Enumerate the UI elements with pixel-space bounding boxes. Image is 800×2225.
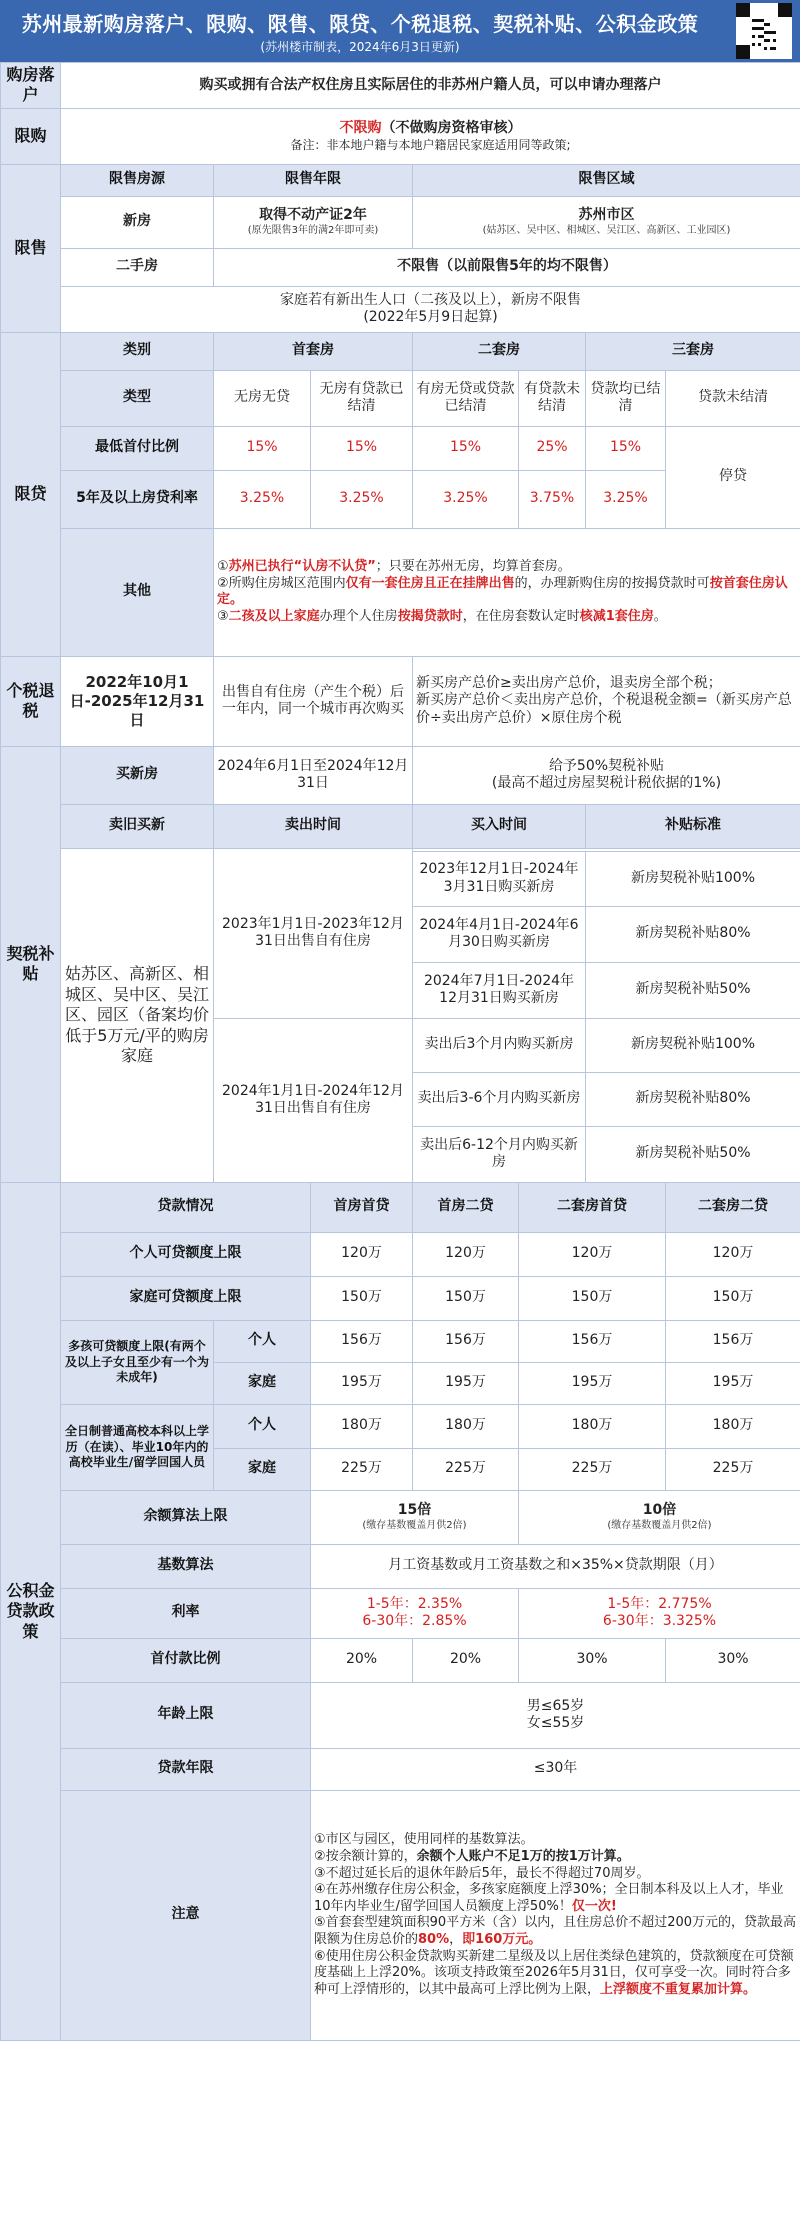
xianshou-extra2: (2022年5月9日起算) bbox=[363, 309, 498, 326]
gjj-note-5a: ⑤首套套型建筑面积90平方米（含）以内，且住房总价不超过200万元的，贷款最高限额为住房总价的 bbox=[314, 1915, 797, 1948]
xiandai-down: 15% bbox=[586, 426, 666, 470]
xiandai-row-other: 其他 bbox=[61, 528, 214, 656]
xianshou-second-label: 二手房 bbox=[61, 248, 214, 286]
xiandai-kind: 有房无贷或贷款已结清 bbox=[413, 370, 519, 426]
page-title: 苏州最新购房落户、限购、限售、限贷、个税退税、契税补贴、公积金政策 bbox=[21, 12, 699, 36]
gjj-value: 195万 bbox=[413, 1362, 519, 1404]
xiandai-row-down: 最低首付比例 bbox=[61, 426, 214, 470]
qr-module bbox=[764, 47, 767, 50]
gjj-balance-1-val: 15倍 bbox=[397, 1502, 432, 1519]
gjj-row-rate: 利率 bbox=[61, 1588, 311, 1638]
xianshou-second-text: 不限售（以前限售5年的均不限售） bbox=[214, 248, 800, 286]
note-text: 。 bbox=[653, 609, 667, 625]
xiandai-col-type: 类别 bbox=[61, 332, 214, 370]
qishui-buy-period: 2024年4月1日-2024年6月30日购买新房 bbox=[413, 906, 586, 962]
gjj-age-f: 女≤55岁 bbox=[526, 1715, 585, 1732]
qr-finder bbox=[778, 3, 792, 17]
tuishui-rules bbox=[413, 656, 800, 746]
gjj-sub-family: 家庭 bbox=[214, 1362, 311, 1404]
gjj-rate-2b: 6-30年：3.325% bbox=[602, 1613, 717, 1630]
tuishui-cond: 出售自有住房（产生个税）后一年内，同一个城市再次购买 bbox=[214, 656, 413, 746]
gjj-note-6a: ⑥使用住房公积金贷款购买新建二星级及以上居住类绿色建筑的，贷款额度在可贷额度基础上上浮20%。该项支持政策至2026年5月31日，仅可享受一次。同时符合多种可上浮情形的，以其中最高可上浮比例为上限， bbox=[314, 1948, 794, 1997]
qr-module bbox=[758, 27, 761, 30]
gjj-value: 180万 bbox=[413, 1404, 519, 1448]
qishui-sell-old: 卖旧买新 bbox=[61, 804, 214, 848]
qishui-sell-period: 2024年1月1日-2024年12月31日出售自有住房 bbox=[214, 1018, 413, 1182]
note-highlight: 二孩及以上家庭 bbox=[228, 609, 320, 625]
tuishui-period: 2022年10月1日-2025年12月31日 bbox=[61, 656, 214, 746]
qishui-buy-new: 买新房 bbox=[61, 746, 214, 804]
qishui-std: 新房契税补贴50% bbox=[586, 1126, 800, 1182]
gjj-note-3: ③不超过延长后的退休年龄后5年，最长不得超过70周岁。 bbox=[314, 1865, 650, 1881]
xiandai-kind: 无房有贷款已结清 bbox=[311, 370, 413, 426]
gjj-balance-2 bbox=[519, 1490, 800, 1544]
gjj-note-2b: 余额个人账户不足1万的按1万计算。 bbox=[416, 1848, 630, 1864]
qishui-buy-sub-note: (最高不超过房屋契税计税依据的1%) bbox=[491, 775, 722, 792]
gjj-value: 156万 bbox=[519, 1320, 666, 1362]
qr-module bbox=[761, 19, 764, 22]
section-label-xiangou: 限购 bbox=[1, 108, 61, 164]
qr-module bbox=[761, 35, 764, 38]
gjj-value: 150万 bbox=[311, 1276, 413, 1320]
xiangou-main-rest: （不做购房资格审核） bbox=[381, 119, 522, 136]
gjj-value: 120万 bbox=[311, 1232, 413, 1276]
qr-finder bbox=[736, 45, 750, 59]
gjj-value: 225万 bbox=[413, 1448, 519, 1490]
xiandai-rate: 3.25% bbox=[586, 470, 666, 528]
xianshou-h1: 限售房源 bbox=[61, 164, 214, 196]
tuishui-rule2: 新买房产总价＜卖出房产总价，个税退税金额=（新买房产总价÷卖出房产总价）×原住房个税 bbox=[416, 692, 792, 727]
qishui-col-std: 补贴标准 bbox=[586, 804, 800, 848]
xiandai-kind: 无房无贷 bbox=[214, 370, 311, 426]
gjj-row-age: 年龄上限 bbox=[61, 1682, 311, 1748]
qr-module bbox=[752, 43, 755, 46]
gjj-note-4a: ④在苏州缴存住房公积金，多孩家庭额度上浮30%；全日制本科及以上人才，毕业10年内毕业生/留学回国人员额度上浮50%！ bbox=[314, 1882, 784, 1914]
gjj-value: 156万 bbox=[413, 1320, 519, 1362]
qishui-buy-period: 卖出后3个月内购买新房 bbox=[413, 1018, 586, 1072]
gjj-value: 195万 bbox=[519, 1362, 666, 1404]
gjj-age bbox=[311, 1682, 800, 1748]
gjj-sub-family: 家庭 bbox=[214, 1448, 311, 1490]
gjj-col: 二套房二贷 bbox=[666, 1182, 800, 1232]
qr-module bbox=[752, 19, 755, 22]
note-highlight: 按揭贷款时 bbox=[397, 609, 463, 625]
gjj-value: 120万 bbox=[666, 1232, 800, 1276]
qishui-buy-period: 2023年12月1日-2024年3月31日购买新房 bbox=[413, 851, 586, 906]
gjj-note-5d: 即160万元。 bbox=[462, 1932, 542, 1948]
gjj-col: 二套房首贷 bbox=[519, 1182, 666, 1232]
note-text: 的，办理新购住房的按揭贷款时可 bbox=[514, 575, 710, 591]
section-label-tuishui: 个税退税 bbox=[1, 656, 61, 746]
xiandai-rate: 3.25% bbox=[413, 470, 519, 528]
gjj-down: 30% bbox=[519, 1638, 666, 1682]
qr-module bbox=[773, 39, 776, 42]
gjj-sub-person: 个人 bbox=[214, 1404, 311, 1448]
note-highlight: 苏州已执行“认房不认贷” bbox=[228, 559, 376, 575]
gjj-value: 150万 bbox=[519, 1276, 666, 1320]
gjj-base-text: 月工资基数或月工资基数之和×35%×贷款期限（月） bbox=[311, 1544, 800, 1588]
section-label-xiandai: 限贷 bbox=[1, 332, 61, 656]
gjj-row-base: 基数算法 bbox=[61, 1544, 311, 1588]
gjj-row-family: 家庭可贷额度上限 bbox=[61, 1276, 311, 1320]
gjj-note-6b: 上浮额度不重复累加计算。 bbox=[600, 1981, 757, 1997]
qr-module bbox=[770, 31, 773, 34]
xiandai-rate: 3.25% bbox=[311, 470, 413, 528]
xiandai-down: 25% bbox=[519, 426, 586, 470]
gjj-value: 150万 bbox=[666, 1276, 800, 1320]
qishui-col-sell: 卖出时间 bbox=[214, 804, 413, 848]
xiandai-col-second: 二套房 bbox=[413, 332, 586, 370]
qishui-col-buy: 买入时间 bbox=[413, 804, 586, 848]
qr-module bbox=[773, 31, 776, 34]
section-label-luohu: 购房落户 bbox=[1, 63, 61, 109]
xiandai-down: 15% bbox=[214, 426, 311, 470]
xianshou-new-label: 新房 bbox=[61, 196, 214, 248]
section-label-gjj: 公积金贷款政策 bbox=[1, 1182, 61, 2040]
qishui-std: 新房契税补贴50% bbox=[586, 962, 800, 1018]
qishui-buy-sub bbox=[413, 746, 800, 804]
qr-module bbox=[767, 39, 770, 42]
gjj-term: ≤30年 bbox=[311, 1748, 800, 1790]
qishui-std: 新房契税补贴100% bbox=[586, 1018, 800, 1072]
qr-module bbox=[761, 27, 764, 30]
gjj-value: 156万 bbox=[311, 1320, 413, 1362]
xiandai-kind: 贷款未结清 bbox=[666, 370, 800, 426]
gjj-value: 120万 bbox=[413, 1232, 519, 1276]
section-label-xianshou: 限售 bbox=[1, 164, 61, 332]
gjj-note-2a: ②按余额计算的， bbox=[314, 1848, 417, 1864]
xiangou-main-red: 不限购 bbox=[339, 119, 382, 136]
qishui-std: 新房契税补贴80% bbox=[586, 1072, 800, 1126]
note-text: ③ bbox=[217, 609, 229, 625]
gjj-balance-1 bbox=[311, 1490, 519, 1544]
gjj-notes bbox=[311, 1790, 800, 2040]
qishui-sell-period: 2023年1月1日-2023年12月31日出售自有住房 bbox=[214, 848, 413, 1018]
gjj-value: 180万 bbox=[666, 1404, 800, 1448]
gjj-balance-1-note: (缴存基数覆盖月供2倍) bbox=[362, 1519, 467, 1531]
gjj-row-term: 贷款年限 bbox=[61, 1748, 311, 1790]
xiandai-stop: 停贷 bbox=[666, 426, 800, 528]
xianshou-new-area-text: 苏州市区 bbox=[578, 207, 635, 224]
gjj-value: 180万 bbox=[311, 1404, 413, 1448]
xianshou-new-years bbox=[214, 196, 413, 248]
xianshou-new-area-note: (姑苏区、吴中区、相城区、吴江区、高新区、工业园区) bbox=[482, 224, 731, 236]
xiangou-cell bbox=[61, 108, 800, 164]
gjj-down: 30% bbox=[666, 1638, 800, 1682]
xiandai-col-third: 三套房 bbox=[586, 332, 800, 370]
xiandai-down: 15% bbox=[311, 426, 413, 470]
qishui-std: 新房契税补贴80% bbox=[586, 906, 800, 962]
gjj-value: 150万 bbox=[413, 1276, 519, 1320]
qishui-buy-period: 2024年6月1日至2024年12月31日 bbox=[214, 746, 413, 804]
gjj-rate-2a: 1-5年：2.775% bbox=[607, 1595, 712, 1612]
gjj-value: 180万 bbox=[519, 1404, 666, 1448]
gjj-value: 225万 bbox=[519, 1448, 666, 1490]
gjj-value: 195万 bbox=[311, 1362, 413, 1404]
gjj-row-down: 首付款比例 bbox=[61, 1638, 311, 1682]
gjj-down: 20% bbox=[413, 1638, 519, 1682]
qr-finder bbox=[736, 3, 750, 17]
luohu-text: 购买或拥有合法产权住房且实际居住的非苏州户籍人员，可以申请办理落户 bbox=[61, 63, 800, 109]
qr-module bbox=[758, 19, 761, 22]
gjj-sub-person: 个人 bbox=[214, 1320, 311, 1362]
xiangou-note: 备注：非本地户籍与本地户籍居民家庭适用同等政策; bbox=[290, 137, 571, 152]
gjj-col: 首房二贷 bbox=[413, 1182, 519, 1232]
qr-module bbox=[755, 27, 758, 30]
gjj-rate-1 bbox=[311, 1588, 519, 1638]
xianshou-h3: 限售区域 bbox=[413, 164, 800, 196]
note-text: ；只要在苏州无房，均算首套房。 bbox=[375, 559, 571, 575]
gjj-balance-2-val: 10倍 bbox=[642, 1502, 677, 1519]
qishui-area: 姑苏区、高新区、相城区、吴中区、吴江区、园区（备案均价低于5万元/平的购房家庭 bbox=[61, 848, 214, 1182]
qishui-buy-sub-text: 给予50%契税补贴 bbox=[548, 757, 665, 774]
note-highlight: 按首套住房认定。 bbox=[217, 575, 788, 608]
xianshou-extra1: 家庭若有新出生人口（二孩及以上），新房不限售 bbox=[280, 291, 581, 308]
page-subtitle: (苏州楼市制表，2024年6月3日更新) bbox=[260, 40, 460, 54]
xianshou-extra bbox=[61, 286, 800, 332]
xiandai-row-rate: 5年及以上房贷利率 bbox=[61, 470, 214, 528]
xiandai-rate: 3.25% bbox=[214, 470, 311, 528]
note-text: ① bbox=[217, 559, 229, 575]
gjj-row-multi: 多孩可贷额度上限(有两个及以上子女且至少有一个为未成年) bbox=[61, 1320, 214, 1404]
gjj-age-m: 男≤65岁 bbox=[526, 1697, 585, 1714]
xianshou-h2: 限售年限 bbox=[214, 164, 413, 196]
xianshou-new-years-note: (原先限售3年的满2年即可卖) bbox=[247, 224, 379, 236]
gjj-note-4b: 仅一次! bbox=[571, 1898, 617, 1914]
note-text: 办理个人住房 bbox=[319, 609, 398, 625]
qr-module bbox=[767, 23, 770, 26]
gjj-value: 195万 bbox=[666, 1362, 800, 1404]
policy-table bbox=[0, 62, 800, 2041]
gjj-row-person: 个人可贷额度上限 bbox=[61, 1232, 311, 1276]
gjj-balance-2-note: (缴存基数覆盖月供2倍) bbox=[607, 1519, 712, 1531]
gjj-value: 120万 bbox=[519, 1232, 666, 1276]
gjj-col: 首房首贷 bbox=[311, 1182, 413, 1232]
gjj-col-loan: 贷款情况 bbox=[61, 1182, 311, 1232]
header-banner bbox=[0, 0, 800, 62]
qr-module bbox=[773, 47, 776, 50]
gjj-value: 156万 bbox=[666, 1320, 800, 1362]
qr-module bbox=[752, 35, 755, 38]
gjj-rate-1b: 6-30年：2.85% bbox=[362, 1613, 467, 1630]
xiandai-rate: 3.75% bbox=[519, 470, 586, 528]
xiandai-down: 15% bbox=[413, 426, 519, 470]
xiandai-row-kind: 类型 bbox=[61, 370, 214, 426]
note-text: ，在住房套数认定时 bbox=[462, 609, 580, 625]
gjj-note-1: ①市区与园区，使用同样的基数算法。 bbox=[314, 1832, 534, 1848]
gjj-row-grad: 全日制普通高校本科以上学历（在读）、毕业10年内的高校毕业生/留学回国人员 bbox=[61, 1404, 214, 1490]
section-label-qishui: 契税补贴 bbox=[1, 746, 61, 1182]
note-highlight: 核减1套住房 bbox=[579, 609, 654, 625]
xianshou-new-area bbox=[413, 196, 800, 248]
gjj-down: 20% bbox=[311, 1638, 413, 1682]
xiandai-kind: 贷款均已结清 bbox=[586, 370, 666, 426]
qishui-std: 新房契税补贴100% bbox=[586, 851, 800, 906]
gjj-row-note: 注意 bbox=[61, 1790, 311, 2040]
xianshou-new-years-text: 取得不动产证2年 bbox=[259, 207, 367, 224]
gjj-value: 225万 bbox=[666, 1448, 800, 1490]
gjj-rate-1a: 1-5年：2.35% bbox=[366, 1595, 463, 1612]
qishui-buy-period: 2024年7月1日-2024年12月31日购买新房 bbox=[413, 962, 586, 1018]
gjj-note-5c: ， bbox=[449, 1932, 463, 1948]
gjj-rate-2 bbox=[519, 1588, 800, 1638]
qr-module bbox=[758, 43, 761, 46]
qr-code-icon[interactable] bbox=[736, 3, 792, 59]
gjj-row-balance: 余额算法上限 bbox=[61, 1490, 311, 1544]
note-text: ②所购住房城区范围内 bbox=[217, 575, 346, 591]
xiandai-col-first: 首套房 bbox=[214, 332, 413, 370]
gjj-value: 225万 bbox=[311, 1448, 413, 1490]
tuishui-rule1: 新买房产总价≥卖出房产总价，退卖房全部个税； bbox=[416, 674, 722, 691]
xiandai-other-notes bbox=[214, 528, 800, 656]
note-highlight: 仅有一套住房且正在挂牌出售 bbox=[345, 575, 515, 591]
xiandai-kind: 有贷款未结清 bbox=[519, 370, 586, 426]
qishui-buy-period: 卖出后3-6个月内购买新房 bbox=[413, 1072, 586, 1126]
qishui-buy-period: 卖出后6-12个月内购买新房 bbox=[413, 1126, 586, 1182]
gjj-note-5b: 80% bbox=[418, 1932, 450, 1948]
